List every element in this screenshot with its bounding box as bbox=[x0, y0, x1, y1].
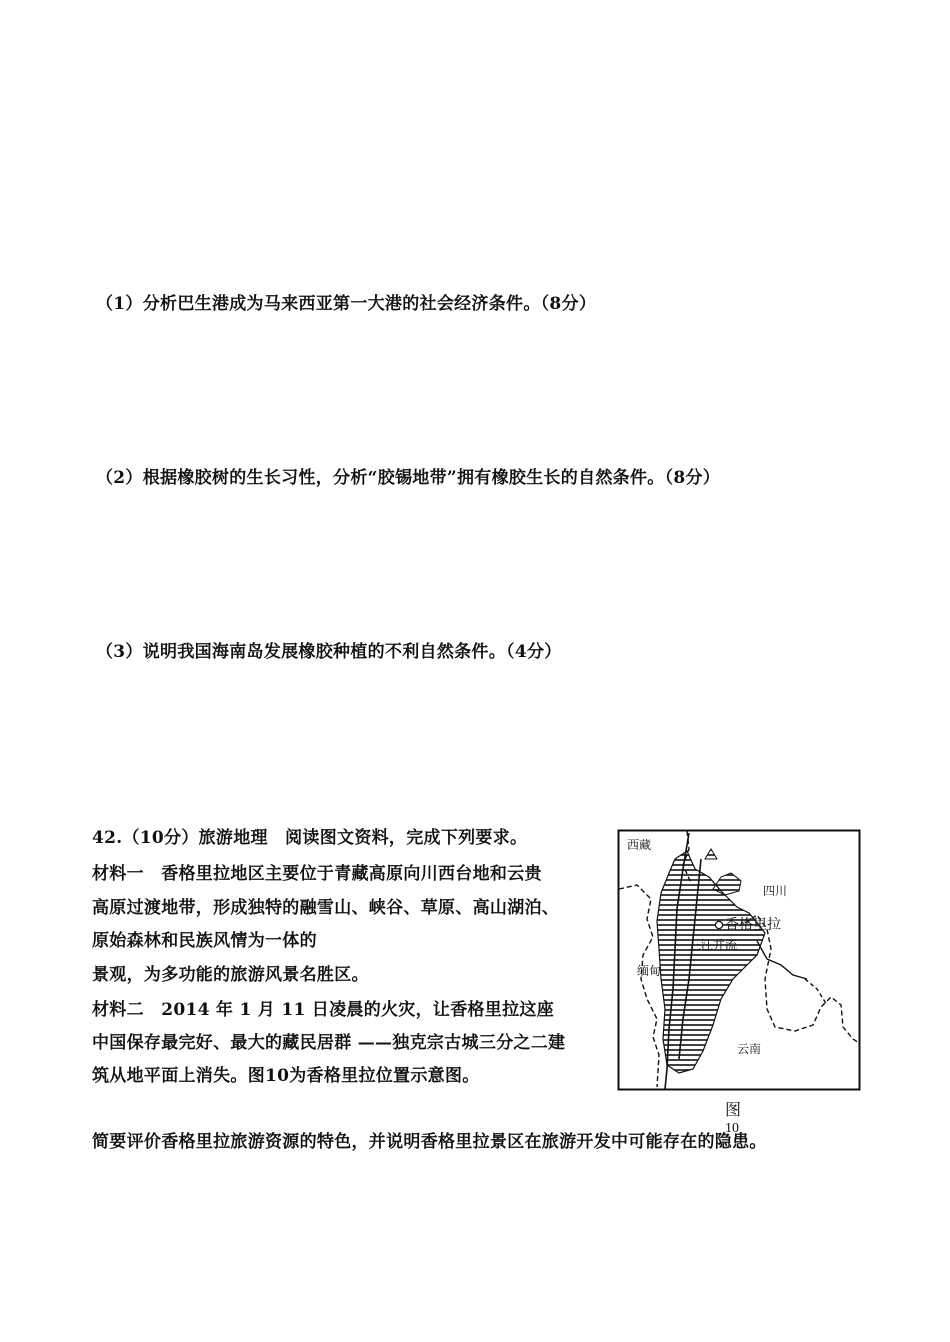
map-label-yunnan: 云南 bbox=[737, 1042, 762, 1056]
map-label-xizang: 西藏 bbox=[627, 838, 652, 852]
material-2-line: 材料二 2014 年 1 月 11 日凌晨的火灾，让香格里拉这座 bbox=[92, 1000, 554, 1020]
material-1-line: 高原过渡地带，形成独特的融雪山、峡谷、草原、高山湖泊、 bbox=[92, 898, 560, 918]
map-label-miandian: 缅甸 bbox=[637, 964, 662, 978]
map-label-bingliu: 并流 bbox=[713, 938, 738, 952]
question-3: （3）说明我国海南岛发展橡胶种植的不利自然条件。（4分） bbox=[96, 642, 562, 662]
question-1: （1）分析巴生港成为马来西亚第一大港的社会经济条件。（8分） bbox=[96, 294, 597, 314]
material-1-line: 景观，为多功能的旅游风景名胜区。 bbox=[92, 965, 369, 985]
material-1-line: 原始森林和民族风情为一体的 bbox=[92, 931, 317, 951]
shangrila-location-map bbox=[617, 829, 861, 1091]
material-2-line: 筑从地平面上消失。图10为香格里拉位置示意图。 bbox=[92, 1066, 480, 1086]
problem-42-heading: 42.（10分）旅游地理 阅读图文资料，完成下列要求。 bbox=[92, 828, 528, 848]
figure-caption-number: 10 bbox=[725, 1122, 739, 1132]
map-label-sanjiang: 三江 bbox=[689, 938, 714, 952]
material-1-line: 材料一 香格里拉地区主要位于青藏高原向川西台地和云贵 bbox=[92, 864, 542, 884]
shangrila-point bbox=[715, 921, 722, 928]
map-label-sichuan: 四川 bbox=[763, 884, 788, 898]
figure-caption: 图 bbox=[725, 1102, 742, 1119]
map-label-shangrila: 香格里拉 bbox=[725, 917, 781, 933]
problem-42-task: 简要评价香格里拉旅游资源的特色，并说明香格里拉景区在旅游开发中可能存在的隐患。 bbox=[92, 1132, 767, 1152]
material-2-line: 中国保存最完好、最大的藏民居群 ——独克宗古城三分之二建 bbox=[92, 1033, 566, 1053]
question-2: （2）根据橡胶树的生长习性，分析“胶锡地带”拥有橡胶生长的自然条件。（8分） bbox=[96, 468, 721, 488]
